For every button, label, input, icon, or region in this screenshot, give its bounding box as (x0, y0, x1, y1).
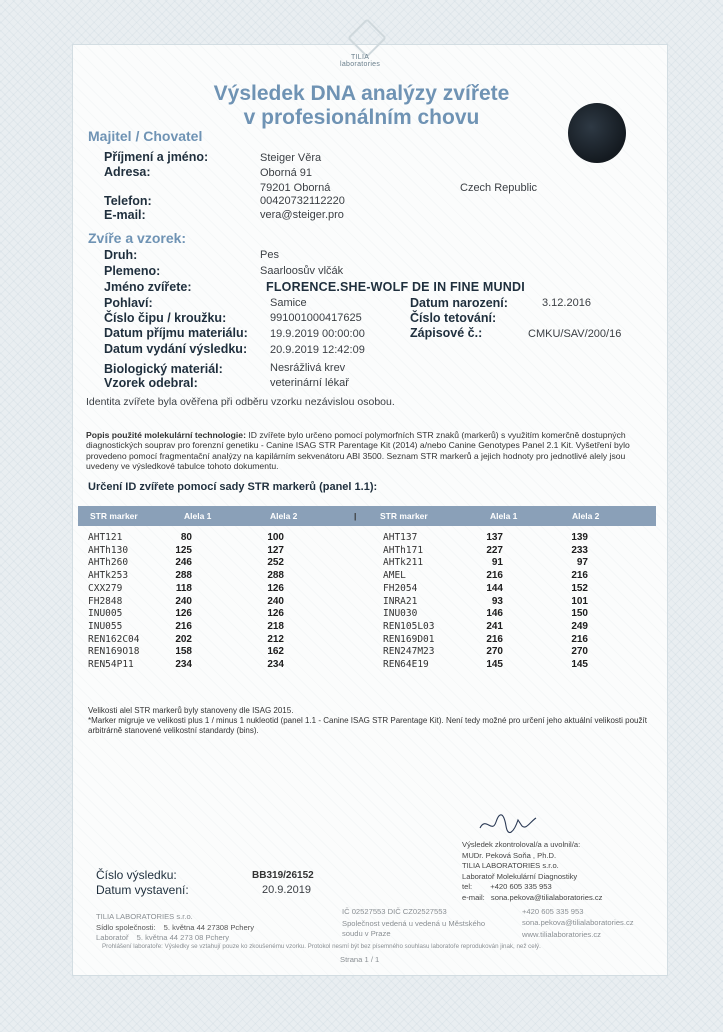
cell-allele2-right: 270 (571, 646, 588, 658)
cell-allele2-left: 212 (267, 633, 284, 645)
cell-allele2-left: 100 (267, 532, 284, 543)
cell-allele2-left: 234 (267, 659, 284, 670)
cell-allele1-right: 216 (486, 633, 503, 645)
animal-name-value: FLORENCE.SHE-WOLF DE IN FINE MUNDI (266, 280, 525, 294)
col-separator: | (354, 511, 357, 521)
owner-country: Czech Republic (460, 182, 538, 194)
verification-intro: Výsledek zkontroloval/a a uvolnil/a: (462, 840, 581, 849)
issued-label: Datum vydání výsledku: (104, 342, 248, 356)
footer-web: www.tilialaboratories.cz (522, 930, 601, 939)
cell-marker-left: AHTk253 (88, 570, 129, 582)
species-label: Druh: (104, 248, 138, 262)
footer-disclaimer: Prohlášení laboratoře: Výsledky se vztahují pouze ko zkoušenému vzorku. Protokol nesmí být bez písemného souhlasu laboratoře reprodukován jinak, než celý. (102, 943, 541, 950)
footer-phone: +420 605 335 953 (522, 907, 584, 916)
owner-email-label: E-mail: (104, 208, 146, 222)
cell-allele1-right: 91 (491, 557, 503, 569)
cell-allele1-left: 158 (175, 646, 192, 658)
dob-value: 3.12.2016 (542, 297, 591, 309)
method-description (86, 430, 660, 472)
cell-allele2-left: 126 (267, 582, 284, 594)
species-value: Pes (260, 249, 279, 261)
identity-note: Identita zvířete byla ověřena při odběru vzorku nezávislou osobou. (86, 396, 395, 408)
cell-allele2-left: 218 (267, 620, 284, 632)
sex-value: Samice (270, 297, 307, 309)
cell-allele1-right: 227 (486, 544, 503, 556)
cell-allele1-right: 146 (486, 608, 503, 620)
owner-section-title: Majitel / Chovatel (88, 128, 203, 144)
cell-marker-right: AHTh171 (383, 544, 424, 556)
cell-marker-left: INU005 (88, 608, 123, 620)
cell-marker-right: AMEL (383, 570, 406, 582)
received-label: Datum příjmu materiálu: (104, 326, 248, 340)
method-heading: Popis použité molekulární technologie: (86, 430, 246, 440)
cell-allele2-right: 150 (571, 608, 588, 620)
col-allele1-left: Alela 1 (184, 511, 212, 521)
notes-line-2: *Marker migruje ve velikosti plus 1 / minus 1 nukleotid (panel 1.1 - Canine ISAG STR Parentage Kit). Není tedy možné pro určení jeho aktuální velikosti použít arbitrárně stanovené velikostní standardy (bins). (88, 716, 647, 735)
cell-marker-right: REN169D01 (383, 633, 435, 645)
cell-allele1-right: 93 (491, 595, 503, 607)
cell-allele1-left: 118 (175, 582, 192, 594)
footer-email: sona.pekova@tilialaboratories.cz (522, 918, 634, 927)
verification-tel-value: +420 605 335 953 (490, 882, 552, 891)
footer-seat-value: 5. května 44 27308 Pchery (163, 923, 254, 932)
cell-allele2-right: 233 (571, 544, 588, 556)
result-date-value: 20.9.2019 (262, 884, 311, 896)
footer-lab-label: Laboratoř (96, 933, 129, 942)
owner-name-value: Steiger Věra (260, 152, 322, 164)
cell-allele2-left: 252 (267, 557, 284, 569)
sex-label: Pohlaví: (104, 296, 153, 310)
table-title: Určení ID zvířete pomocí sady STR markerů (panel 1.1): (88, 481, 378, 493)
cell-allele2-right: 145 (571, 659, 588, 670)
cell-allele1-right: 270 (486, 646, 503, 658)
cell-marker-left: CXX279 (88, 582, 123, 594)
cell-marker-right: INRA21 (383, 595, 418, 607)
cell-marker-left: AHTh130 (88, 544, 129, 556)
cell-allele1-left: 234 (175, 659, 192, 670)
chip-value: 991001000417625 (270, 312, 362, 324)
col-marker-right: STR marker (380, 511, 428, 521)
footer-page: Strana 1 / 1 (340, 955, 380, 964)
table-notes (88, 706, 658, 736)
cell-allele2-right: 216 (571, 570, 588, 582)
verification-email-value: sona.pekova@tilialaboratories.cz (490, 892, 603, 902)
cell-allele1-left: 202 (175, 633, 192, 645)
col-marker-left: STR marker (90, 511, 138, 521)
col-allele2-left: Alela 2 (270, 511, 298, 521)
footer-ic: IČ 02527553 DIČ CZ02527553 (342, 907, 447, 916)
cell-marker-left: REN169O18 (88, 646, 140, 658)
cell-allele2-right: 249 (571, 620, 588, 632)
cell-marker-left: INU055 (88, 620, 123, 632)
cell-allele1-right: 145 (486, 659, 503, 670)
cell-allele1-right: 241 (486, 620, 503, 632)
cell-allele1-left: 288 (175, 570, 192, 582)
cell-marker-right: AHTk211 (383, 557, 424, 569)
tattoo-label: Číslo tetování: (410, 311, 497, 325)
cell-marker-left: FH2848 (88, 595, 123, 607)
cell-allele2-right: 97 (576, 557, 588, 569)
owner-address-line-1: Oborná 91 (260, 167, 312, 179)
cell-allele2-left: 288 (267, 570, 284, 582)
issued-value: 20.9.2019 12:42:09 (270, 344, 365, 356)
owner-phone-value: 00420732112220 (260, 195, 345, 207)
cell-allele1-right: 137 (486, 532, 503, 543)
document-title-line-2: v profesionálním chovu (243, 106, 480, 129)
footer-seat-label: Sídlo společnosti: (96, 923, 156, 932)
cell-allele1-left: 246 (175, 557, 192, 569)
breed-label: Plemeno: (104, 264, 161, 278)
footer-lab-value: 5. května 44 273 08 Pchery (136, 933, 230, 942)
cell-allele1-left: 80 (180, 532, 192, 543)
verification-company: TILIA LABORATORIES s.r.o. (462, 861, 559, 870)
cell-marker-left: REN54P11 (88, 659, 134, 670)
owner-address-label: Adresa: (104, 165, 151, 179)
cell-marker-left: REN162C04 (88, 633, 140, 645)
cell-allele2-left: 126 (267, 608, 284, 620)
owner-email-value: vera@steiger.pro (260, 209, 344, 221)
result-number-label: Číslo výsledku: (96, 868, 177, 882)
notes-line-1: Velikosti alel STR markerů byly stanoveny dle ISAG 2015. (88, 706, 294, 715)
material-value: Nesrážlivá krev (270, 362, 346, 374)
cell-allele2-right: 216 (571, 633, 588, 645)
footer-company: TILIA LABORATORIES s.r.o. (96, 912, 193, 921)
received-value: 19.9.2019 00:00:00 (270, 328, 365, 340)
lab-logo (340, 54, 380, 68)
cell-marker-right: REN247M23 (383, 646, 435, 658)
sampler-label: Vzorek odebral: (104, 376, 198, 390)
stud-number-label: Zápisové č.: (410, 326, 483, 340)
col-allele2-right: Alela 2 (572, 511, 600, 521)
cell-marker-left: AHT121 (88, 532, 123, 543)
verification-block (462, 840, 602, 903)
verification-lab: Laboratoř Molekulární Diagnostiky (462, 871, 578, 881)
official-seal-icon (568, 103, 626, 163)
cell-allele2-right: 101 (571, 595, 588, 607)
str-table-header (78, 506, 656, 526)
material-label: Biologický materiál: (104, 362, 223, 376)
owner-address-line-2: 79201 Oborná (260, 182, 331, 194)
cell-marker-left: AHTh260 (88, 557, 129, 569)
cell-marker-right: REN64E19 (383, 659, 429, 670)
cell-marker-right: FH2054 (383, 582, 418, 594)
owner-name-label: Příjmení a jméno: (104, 150, 209, 164)
animal-name-label: Jméno zvířete: (104, 280, 192, 294)
stud-number-value: CMKU/SAV/200/16 (528, 328, 622, 340)
logo-line-2: laboratories (340, 61, 381, 68)
dob-label: Datum narození: (410, 296, 508, 310)
col-allele1-right: Alela 1 (490, 511, 518, 521)
cell-allele2-right: 152 (571, 582, 588, 594)
cell-allele2-right: 139 (571, 532, 588, 543)
footer-seat (96, 923, 254, 932)
owner-phone-label: Telefon: (104, 194, 152, 208)
cell-allele2-left: 240 (267, 595, 284, 607)
footer-lab (96, 933, 229, 942)
verification-person: MUDr. Peková Soňa , Ph.D. (462, 850, 557, 860)
verification-email-label: e-mail: (462, 892, 485, 902)
cell-allele2-left: 162 (267, 646, 284, 658)
animal-section-title: Zvíře a vzorek: (88, 230, 187, 246)
chip-label: Číslo čipu / kroužku: (104, 311, 227, 325)
cell-allele1-right: 144 (486, 582, 503, 594)
logo-line-1: TILIA (350, 54, 370, 61)
cell-allele1-left: 126 (175, 608, 192, 620)
footer-registry: Společnost vedená u vedená u Městského soudu v Praze (342, 919, 486, 938)
cell-marker-right: INU030 (383, 608, 418, 620)
signature-icon (478, 808, 538, 838)
result-date-label: Datum vystavení: (96, 883, 189, 897)
cell-allele1-left: 125 (175, 544, 192, 556)
cell-marker-right: REN105L03 (383, 620, 435, 632)
cell-allele1-left: 240 (175, 595, 192, 607)
method-text: ID zvířete bylo určeno pomocí polymorfních STR znaků (markerů) s využitím komerčně dostupných diagnostických souprav pro forenzní genetiku - Canine ISAG STR Parentage Kit (2014) a/nebo Canine Genotypes Panel 2.1 Kit. Vyšetření bylo provedeno pomocí fragmentační analýzy na kapilárním sekvenátoru ABI 3500. Seznam STR markerů a jejich hodnoty pro jednotlivé alely jsou uvedeny ve výsledkové tabulce tohoto dokumentu. (86, 430, 630, 472)
breed-value: Saarloosův vlčák (260, 265, 344, 277)
cell-allele2-left: 127 (267, 544, 284, 556)
document-title-line-1: Výsledek DNA analýzy zvířete (213, 82, 510, 105)
cell-marker-right: AHT137 (383, 532, 418, 543)
result-number-value: BB319/26152 (252, 870, 314, 881)
cell-allele1-right: 216 (486, 570, 503, 582)
sampler-value: veterinární lékař (270, 377, 349, 389)
verification-tel-label: tel: (462, 882, 473, 891)
cell-allele1-left: 216 (175, 620, 192, 632)
